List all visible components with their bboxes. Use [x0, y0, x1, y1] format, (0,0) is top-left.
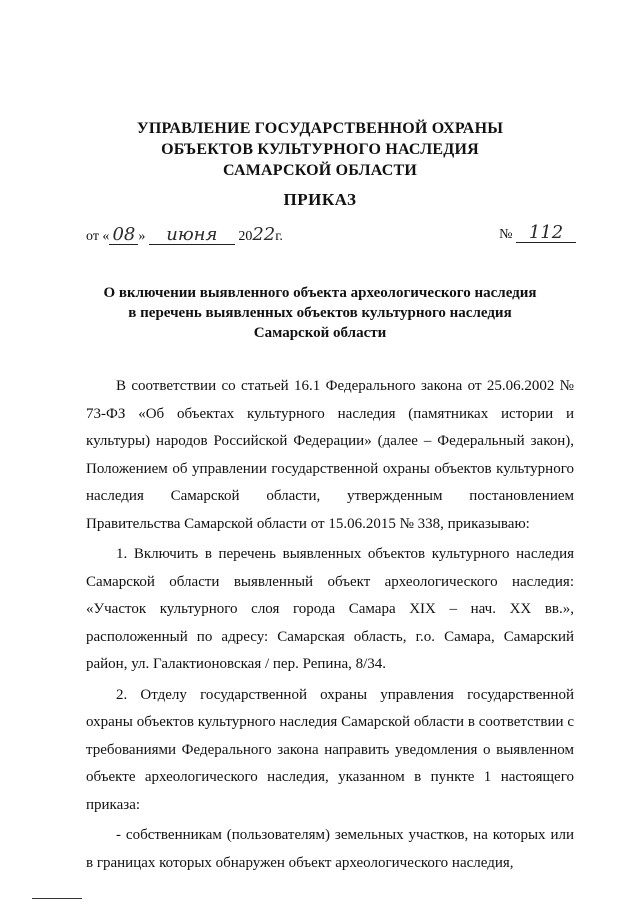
- number-label: №: [499, 227, 513, 242]
- intro-paragraph: В соответствии со статьей 16.1 Федерального закона от 25.06.2002 № 73-ФЗ «Об объектах культурного наследия (памятниках истории и культуры) народов Российской Федерации» (далее – Федеральный закон), Положением об управлении государственной охраны объектов культурного наследия Самарской области, утвержденным постановлением Правительства Самарской области от 15.06.2015 № 338, приказываю:: [86, 378, 574, 532]
- subject-line-3: Самарской области: [253, 325, 387, 341]
- date-year-end: г.: [275, 229, 283, 244]
- clause-1: 1. Включить в перечень выявленных объектов культурного наследия Самарской области выявленный объект археологического наследия: «Участок культурного слоя города Самара XIX – нач. XX вв.», расположенный по адресу: Самарская область, г.о. Самара, Самарский район, ул. Галактионовская / пер. Репина, 8/34.: [86, 546, 574, 672]
- subject-line-1: О включении выявленного объекта археологического наследия: [103, 285, 537, 301]
- number-value: 112: [516, 224, 576, 243]
- clause-2-bullet-1: - собственникам (пользователям) земельных участков, на которых или в границах которых обнаружен объект археологического наследия,: [86, 827, 574, 871]
- header-line-1: УПРАВЛЕНИЕ ГОСУДАРСТВЕННОЙ ОХРАНЫ: [136, 120, 504, 137]
- footnote-separator: [32, 898, 82, 899]
- document-title: ПРИКАЗ: [283, 190, 357, 209]
- date-day: 08: [109, 226, 138, 245]
- order-subject: [0, 283, 640, 343]
- subject-line-2: в перечень выявленных объектов культурного наследия: [128, 305, 512, 321]
- date-year-prefix: 20: [238, 229, 253, 244]
- agency-header: [0, 118, 640, 181]
- date-mid: »: [138, 229, 146, 244]
- clause-2: 2. Отделу государственной охраны управления государственной охраны объектов культурного наследия Самарской области в соответствии с требованиями Федерального закона направить уведомления о выявленном объекте археологического наследия, указанном в пункте 1 настоящего приказа:: [86, 686, 574, 813]
- order-body: [86, 373, 574, 877]
- header-line-2: ОБЪЕКТОВ КУЛЬТУРНОГО НАСЛЕДИЯ: [161, 141, 479, 158]
- date-prefix: от «: [86, 229, 110, 244]
- header-line-3: САМАРСКОЙ ОБЛАСТИ: [223, 162, 417, 179]
- order-number: [499, 224, 576, 243]
- date-month: июня: [149, 226, 235, 245]
- date-year-suffix: 22: [252, 224, 276, 245]
- date-number-line: [86, 224, 576, 254]
- order-date: [86, 224, 283, 245]
